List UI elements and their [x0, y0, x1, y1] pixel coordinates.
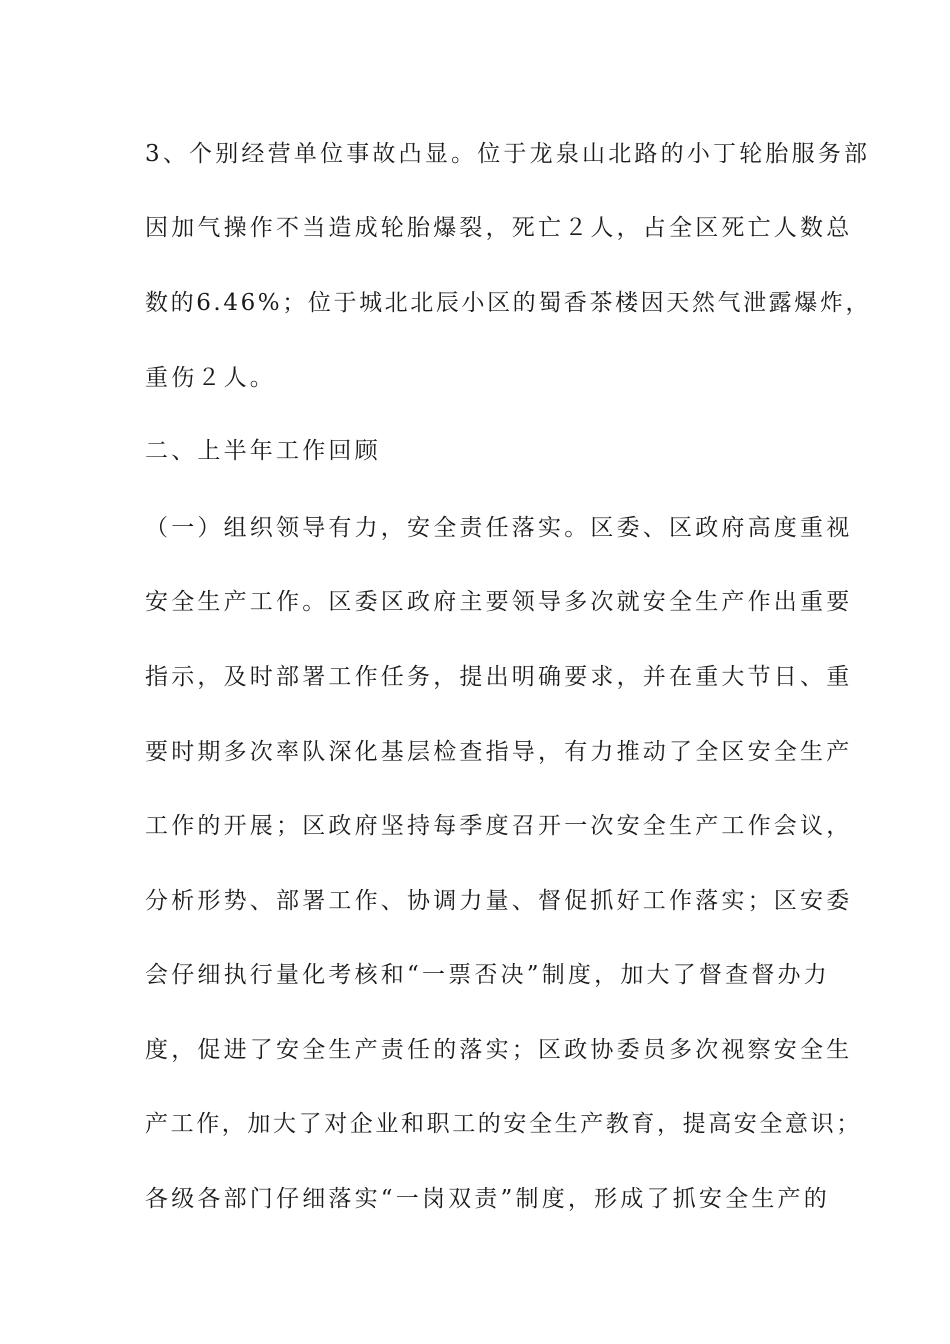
text-line-12: 会仔细执行量化考核和“一票否决”制度，加大了督查督办力	[145, 962, 830, 988]
text-line-1: 3、个别经营单位事故凸显。位于龙泉山北路的小丁轮胎服务部	[145, 141, 871, 167]
text-line-6: （一）组织领导有力，安全责任落实。区委、区政府高度重视	[145, 515, 853, 541]
section-heading: 二、上半年工作回顾	[145, 438, 381, 464]
text-line-11: 分析形势、部署工作、协调力量、督促抓好工作落实；区安委	[145, 888, 853, 914]
text-line-2: 因加气操作不当造成轮胎爆裂，死亡２人，占全区死亡人数总	[145, 215, 853, 241]
text-line-8: 指示，及时部署工作任务，提出明确要求，并在重大节日、重	[145, 664, 853, 690]
text-line-15: 各级各部门仔细落实“一岗双责”制度，形成了抓安全生产的	[145, 1186, 830, 1212]
text-line-14: 产工作，加大了对企业和职工的安全生产教育，提高安全意识；	[145, 1111, 862, 1137]
text-line-10: 工作的开展；区政府坚持每季度召开一次安全生产工作会议，	[145, 813, 853, 839]
text-line-7: 安全生产工作。区委区政府主要领导多次就安全生产作出重要	[145, 589, 853, 615]
text-line-13: 度，促进了安全生产责任的落实；区政协委员多次视察安全生	[145, 1037, 853, 1063]
text-line-9: 要时期多次率队深化基层检查指导，有力推动了全区安全生产	[145, 739, 853, 765]
text-line-4: 重伤２人。	[145, 365, 276, 391]
text-line-3: 数的6.46%；位于城北北辰小区的蜀香茶楼因天然气泄露爆炸，	[145, 290, 872, 316]
